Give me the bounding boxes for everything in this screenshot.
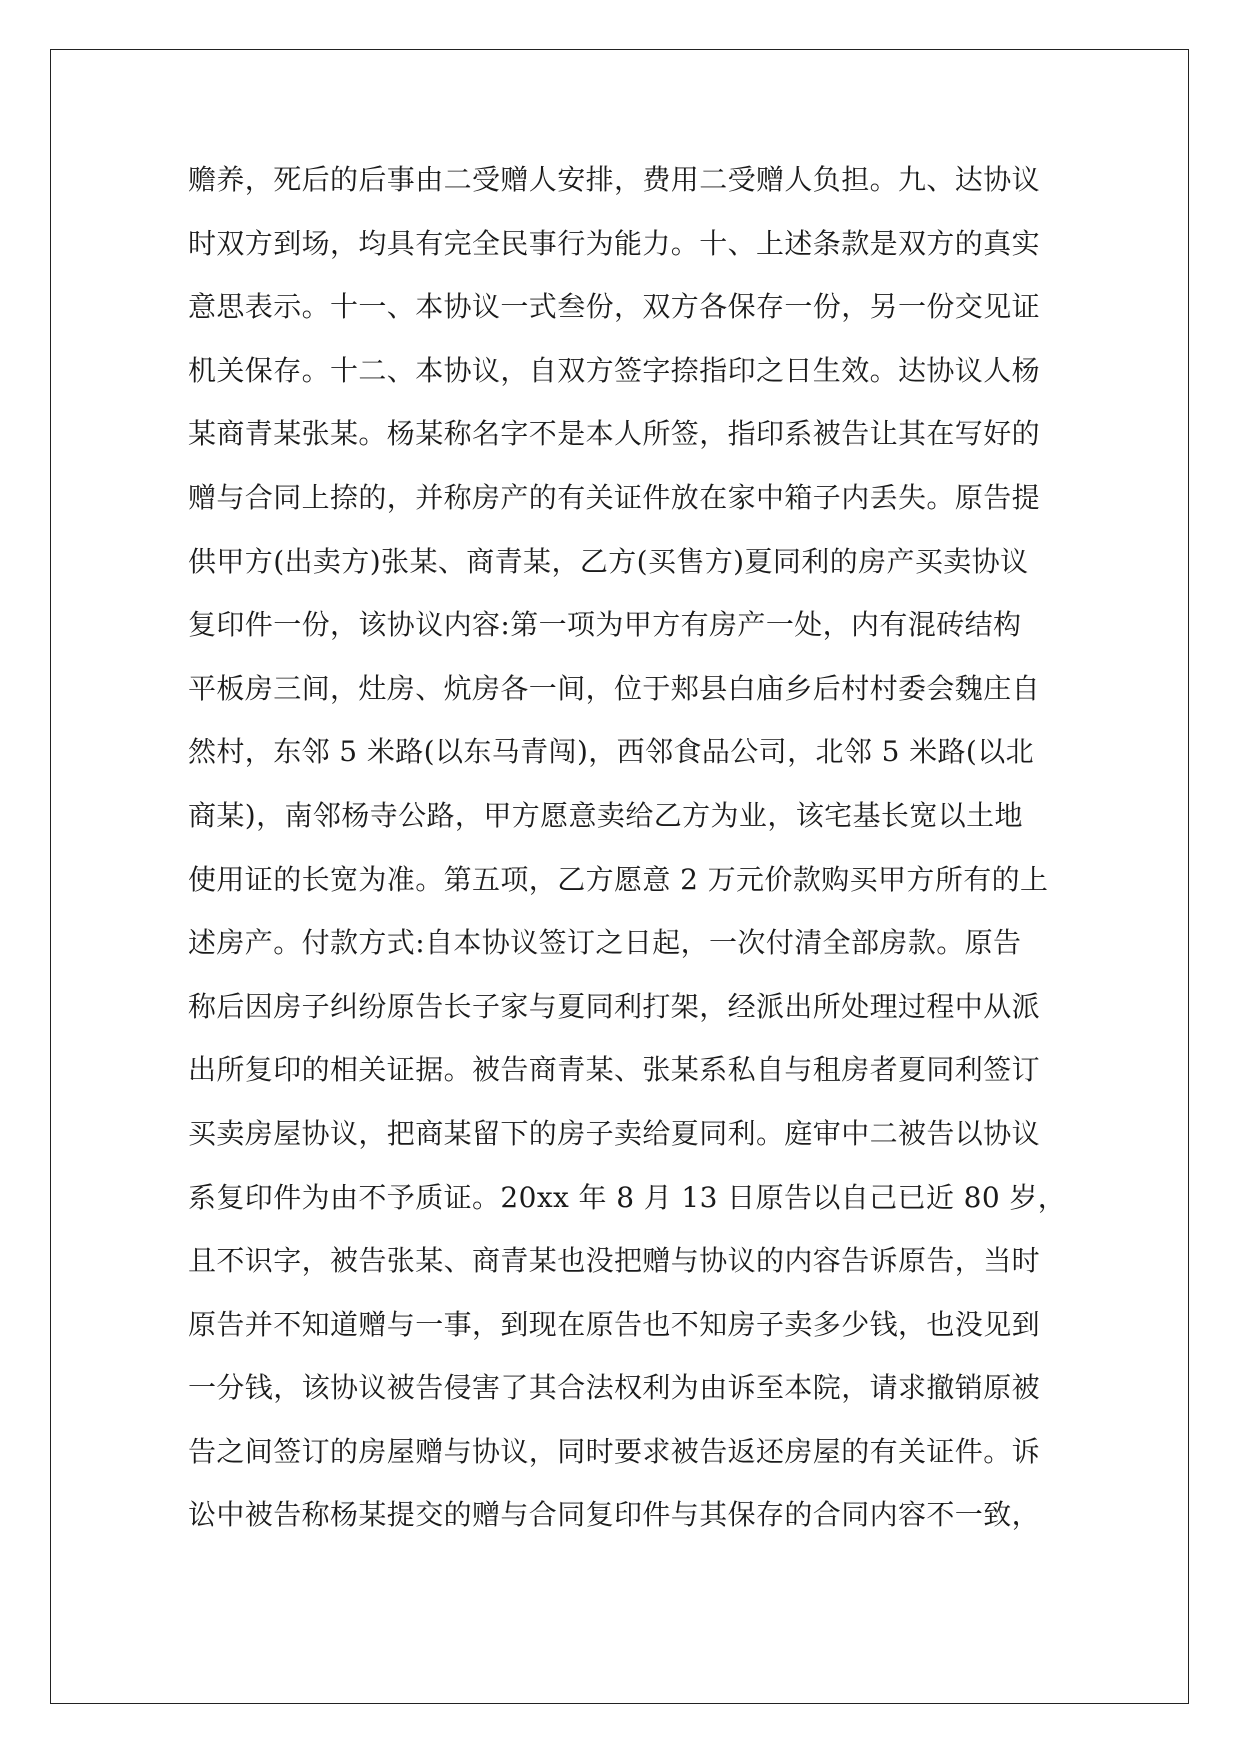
text-line: 买卖房屋协议，把商某留下的房子卖给夏同利。庭审中二被告以协议 bbox=[188, 1116, 1041, 1150]
text-line: 出所复印的相关证据。被告商青某、张某系私自与租房者夏同利签订 bbox=[188, 1053, 1041, 1087]
text-line: 供甲方(出卖方)张某、商青某，乙方(买售方)夏同利的房产买卖协议 bbox=[188, 544, 1029, 578]
text-line: 意思表示。十一、本协议一式叁份，双方各保存一份，另一份交见证 bbox=[188, 290, 1041, 324]
text-line: 称后因房子纠纷原告长子家与夏同利打架，经派出所处理过程中从派 bbox=[188, 989, 1041, 1023]
text-line: 赠与合同上捺的，并称房产的有关证件放在家中箱子内丢失。原告提 bbox=[188, 480, 1041, 514]
text-line: 原告并不知道赠与一事，到现在原告也不知房子卖多少钱，也没见到 bbox=[188, 1307, 1041, 1341]
text-line: 机关保存。十二、本协议，自双方签字捺指印之日生效。达协议人杨 bbox=[188, 353, 1041, 387]
text-line: 告之间签订的房屋赠与协议，同时要求被告返还房屋的有关证件。诉 bbox=[188, 1434, 1041, 1468]
text-line: 系复印件为由不予质证。20xx 年 8 月 13 日原告以自己已近 80 岁， bbox=[188, 1180, 1067, 1214]
text-line: 然村，东邻 5 米路(以东马青闯)，西邻食品公司，北邻 5 米路(以北 bbox=[188, 735, 1035, 769]
text-line: 一分钱，该协议被告侵害了其合法权利为由诉至本院，请求撤销原被 bbox=[188, 1371, 1041, 1405]
document-body bbox=[188, 160, 1068, 1559]
text-line: 商某)，南邻杨寺公路，甲方愿意卖给乙方为业，该宅基长宽以土地 bbox=[188, 798, 1023, 832]
text-line: 且不识字，被告张某、商青某也没把赠与协议的内容告诉原告，当时 bbox=[188, 1244, 1041, 1278]
text-line: 使用证的长宽为准。第五项，乙方愿意 2 万元价款购买甲方所有的上 bbox=[188, 862, 1049, 896]
text-line: 时双方到场，均具有完全民事行为能力。十、上述条款是双方的真实 bbox=[188, 226, 1041, 260]
text-line: 复印件一份，该协议内容:第一项为甲方有房产一处，内有混砖结构 bbox=[188, 608, 1022, 642]
text-line: 讼中被告称杨某提交的赠与合同复印件与其保存的合同内容不一致， bbox=[188, 1498, 1041, 1532]
text-line: 赡养，死后的后事由二受赠人安排，费用二受赠人负担。九、达协议 bbox=[188, 163, 1041, 196]
text-line: 平板房三间，灶房、炕房各一间，位于郏县白庙乡后村村委会魏庄自 bbox=[188, 671, 1041, 705]
text-line: 某商青某张某。杨某称名字不是本人所签，指印系被告让其在写好的 bbox=[188, 417, 1041, 451]
text-line: 述房产。付款方式:自本协议签订之日起，一次付清全部房款。原告 bbox=[188, 926, 1022, 960]
